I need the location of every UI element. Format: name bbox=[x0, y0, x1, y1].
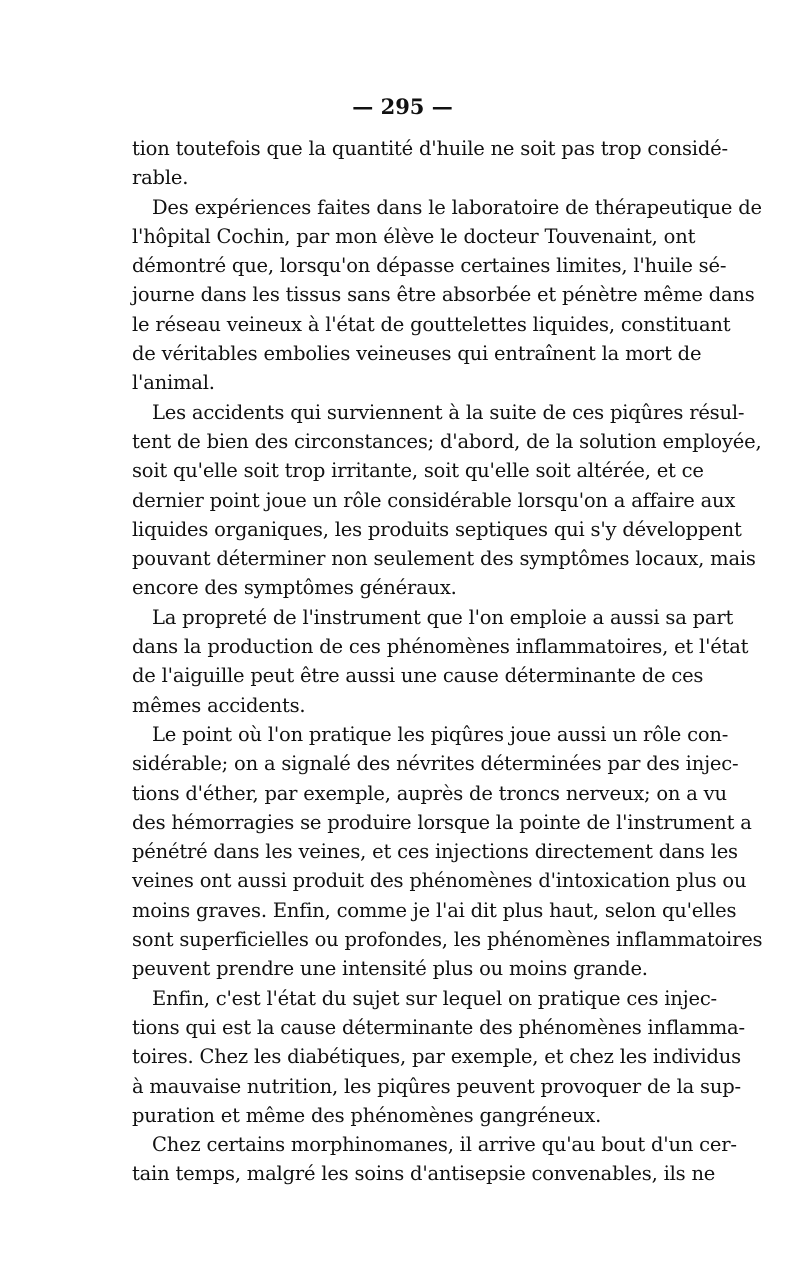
book-page bbox=[132, 92, 763, 1189]
text-line: encore des symptômes généraux. bbox=[132, 576, 457, 600]
body-text bbox=[132, 134, 763, 1189]
text-line: peuvent prendre une intensité plus ou moins grande. bbox=[132, 957, 648, 981]
text-line: moins graves. Enfin, comme je l'ai dit plus haut, selon qu'elles bbox=[132, 898, 737, 922]
text-line: mêmes accidents. bbox=[132, 693, 306, 717]
text-line: l'animal. bbox=[132, 371, 215, 395]
text-line: Chez certains morphinomanes, il arrive qu'au bout d'un cer- bbox=[152, 1133, 737, 1157]
text-line: tent de bien des circonstances; d'abord, de la solution employée, bbox=[132, 429, 762, 453]
text-line: dans la production de ces phénomènes inflammatoires, et l'état bbox=[132, 635, 749, 659]
text-line: journe dans les tissus sans être absorbée et pénètre même dans bbox=[132, 283, 755, 307]
text-line: soit qu'elle soit trop irritante, soit qu'elle soit altérée, et ce bbox=[132, 459, 704, 483]
text-line: puration et même des phénomènes gangréneux. bbox=[132, 1103, 602, 1127]
text-line: pouvant déterminer non seulement des symptômes locaux, mais bbox=[132, 547, 756, 571]
text-line: toires. Chez les diabétiques, par exemple, et chez les individus bbox=[132, 1045, 741, 1069]
text-line: Les accidents qui surviennent à la suite de ces piqûres résul- bbox=[152, 400, 745, 424]
text-line: Enfin, c'est l'état du sujet sur lequel on pratique ces injec- bbox=[152, 986, 717, 1010]
text-line: liquides organiques, les produits septiques qui s'y développent bbox=[132, 517, 742, 541]
text-line: de véritables embolies veineuses qui entraînent la mort de bbox=[132, 342, 702, 366]
text-line: Des expériences faites dans le laboratoire de thérapeutique de bbox=[152, 195, 762, 219]
text-line: de l'aiguille peut être aussi une cause déterminante de ces bbox=[132, 664, 704, 688]
text-line: sidérable; on a signalé des névrites déterminées par des injec- bbox=[132, 752, 739, 776]
text-line: tion toutefois que la quantité d'huile ne soit pas trop considé- bbox=[132, 137, 728, 160]
text-line: veines ont aussi produit des phénomènes d'intoxication plus ou bbox=[132, 869, 747, 893]
text-line: tain temps, malgré les soins d'antisepsie convenables, ils ne bbox=[132, 1162, 716, 1186]
text-line: Le point où l'on pratique les piqûres joue aussi un rôle con- bbox=[152, 722, 729, 746]
text-line: à mauvaise nutrition, les piqûres peuvent provoquer de la sup- bbox=[132, 1074, 741, 1098]
text-line: tions d'éther, par exemple, auprès de troncs nerveux; on a vu bbox=[132, 781, 727, 805]
text-line: dernier point joue un rôle considérable lorsqu'on a affaire aux bbox=[132, 488, 736, 512]
text-line: l'hôpital Cochin, par mon élève le docteur Touvenaint, ont bbox=[132, 224, 696, 248]
text-line: sont superficielles ou profondes, les phénomènes inflammatoires bbox=[132, 928, 763, 952]
text-line: tions qui est la cause déterminante des phénomènes inflamma- bbox=[132, 1015, 745, 1039]
text-line: La propreté de l'instrument que l'on emploie a aussi sa part bbox=[152, 605, 734, 629]
page-number: — 295 — bbox=[352, 94, 453, 119]
text-line: rable. bbox=[132, 166, 189, 190]
text-line: des hémorragies se produire lorsque la pointe de l'instrument a bbox=[132, 810, 752, 834]
text-line: pénétré dans les veines, et ces injections directement dans les bbox=[132, 840, 738, 864]
text-line: le réseau veineux à l'état de gouttelettes liquides, constituant bbox=[132, 312, 731, 336]
text-line: démontré que, lorsqu'on dépasse certaines limites, l'huile sé- bbox=[132, 254, 727, 278]
